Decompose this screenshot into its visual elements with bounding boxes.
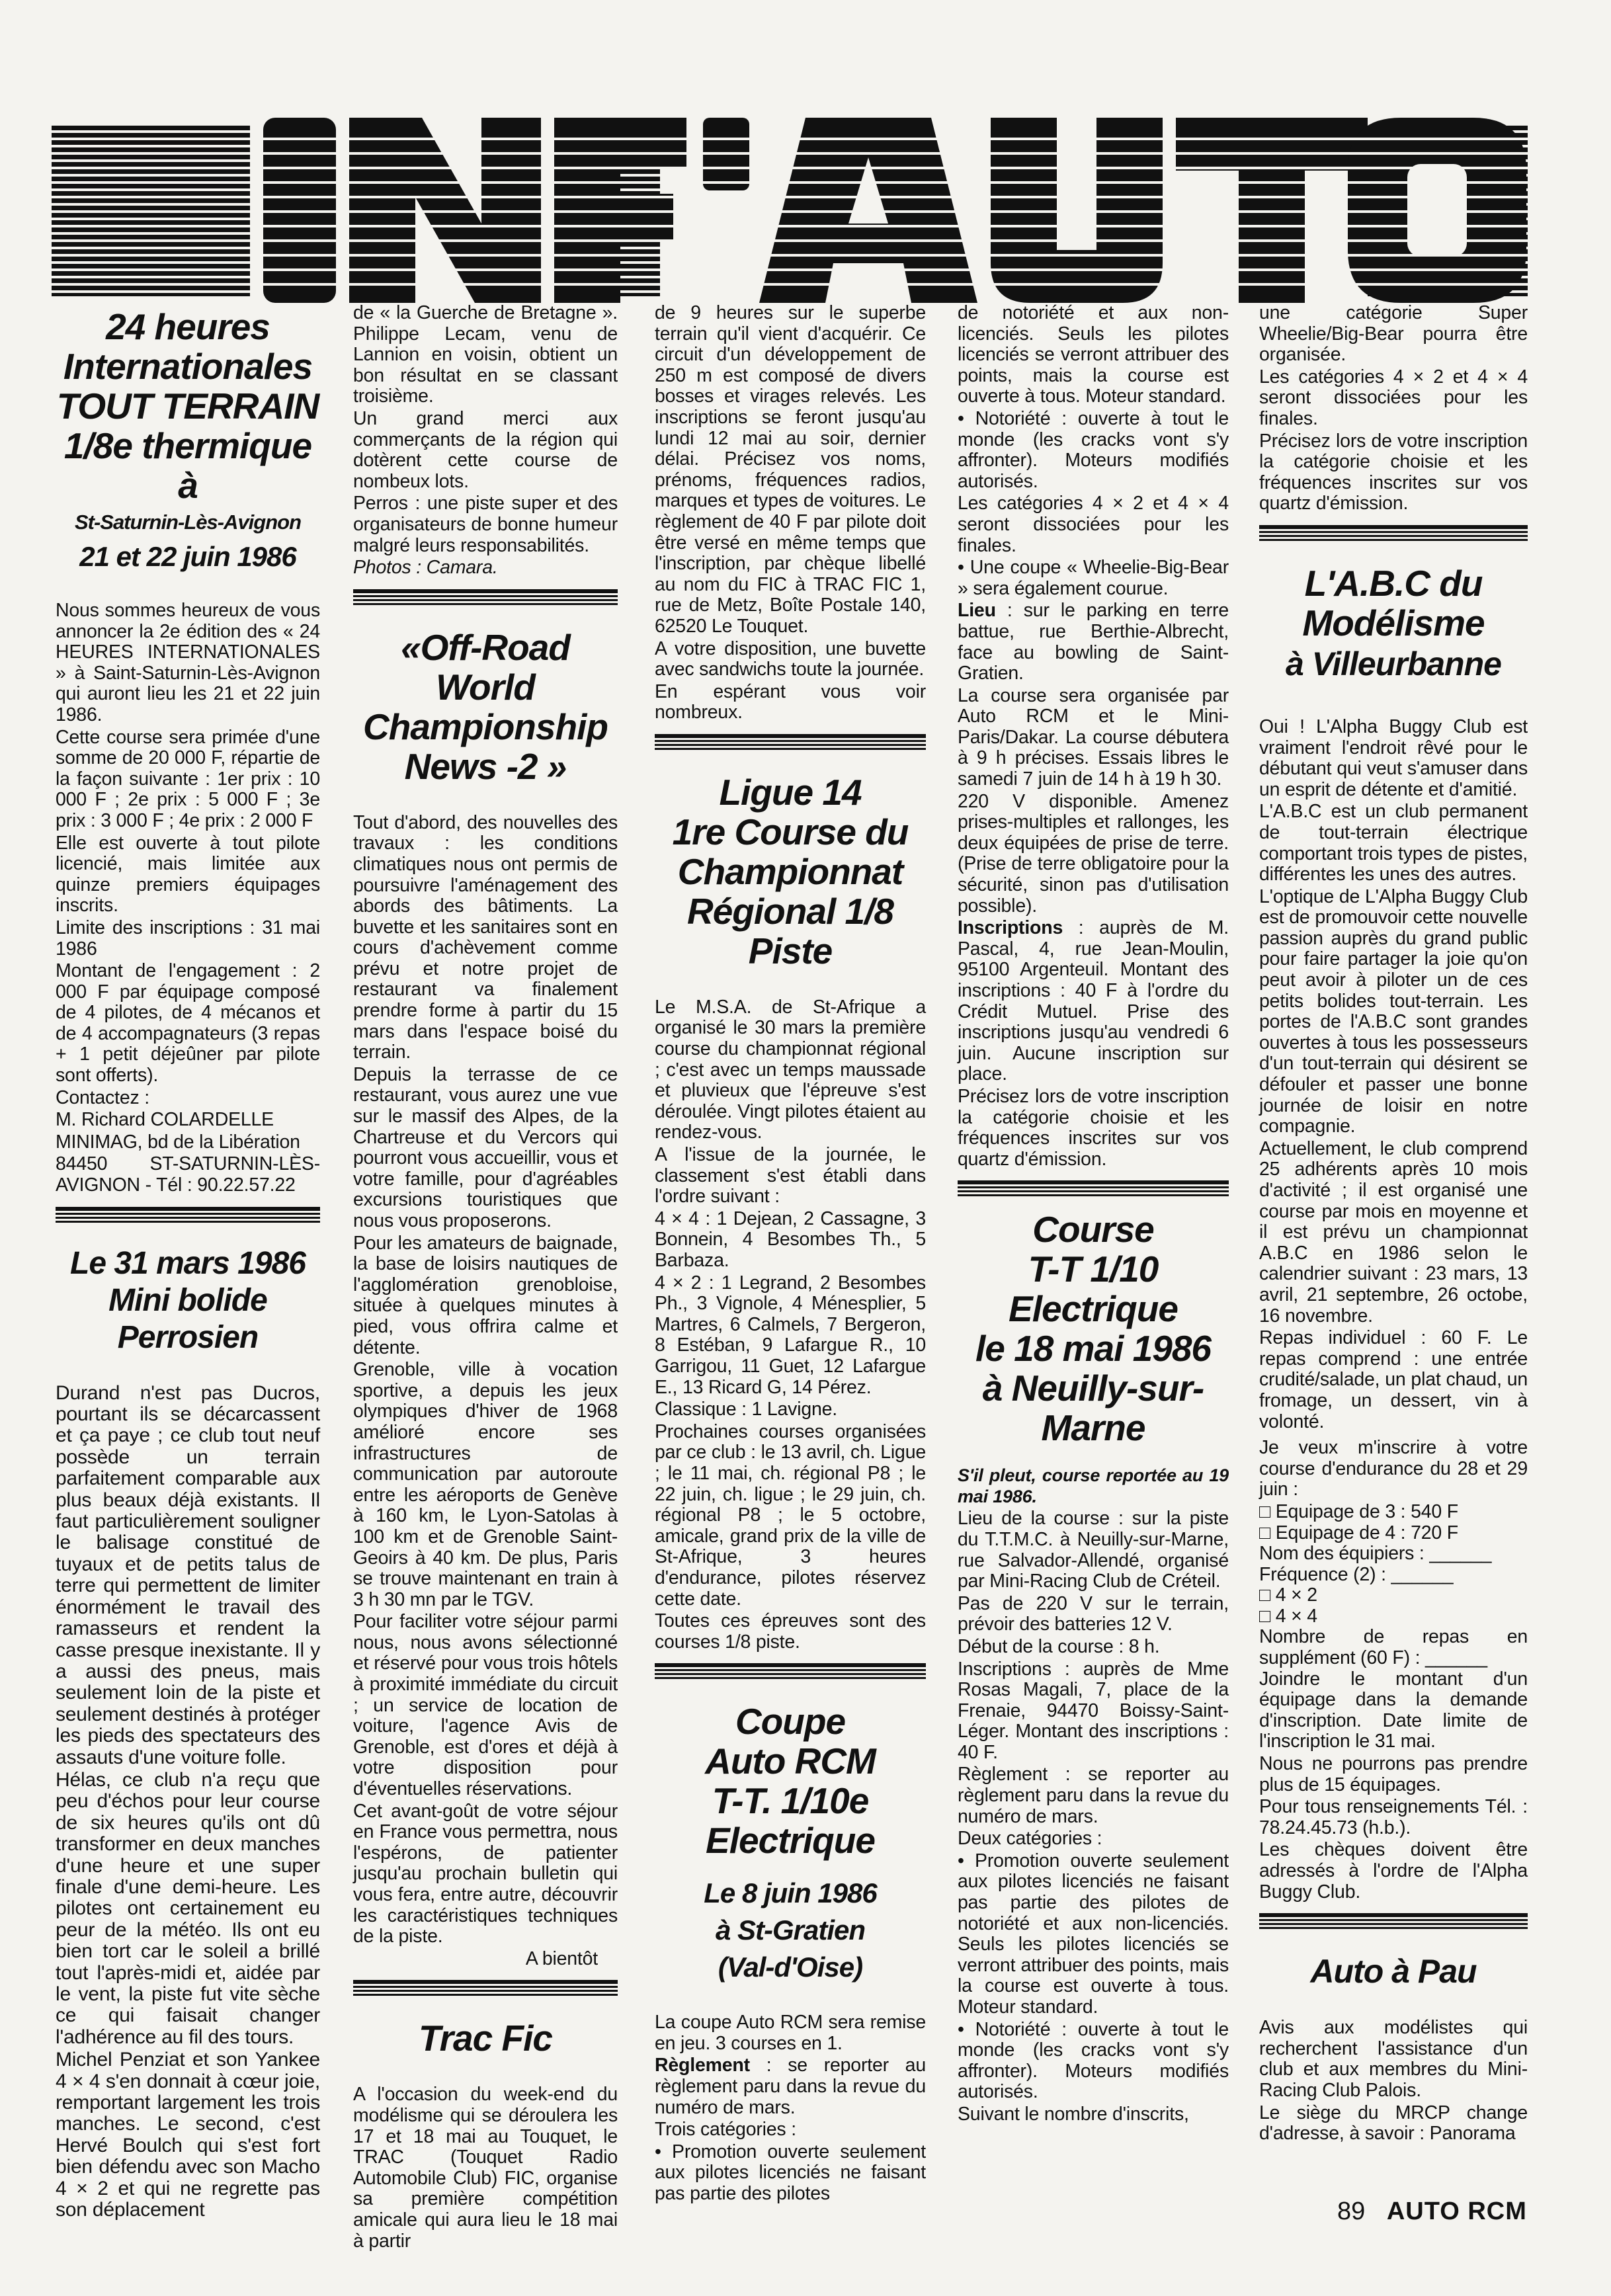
heading-off-road [353,628,618,786]
paragraph: Le siège du MRCP change d'adresse, à savoir : Panorama [1259,2102,1528,2145]
heading-line: (Val-d'Oise) [718,1951,863,1983]
heading-line: le 18 mai 1986 [975,1328,1211,1370]
paragraph: • Promotion ouverte seulement aux pilotes licenciés ne faisant pas partie des pilotes [655,2141,926,2205]
page-number: 89 [1337,2197,1366,2225]
photo-credit: Photos : Camara. [353,557,498,579]
heading-line: TOUT TERRAIN [56,386,319,427]
form-option-equipage-3: □ Equipage de 3 : 540 F [1259,1500,1458,1522]
section-divider [1259,1913,1528,1929]
paragraph: Grenoble, ville à vocation sportive, a depuis les jeux olympiques d'hiver de 1968 amélioré encore ses infrastructures de communication par autoroute entre les aéroports de Genève à 160 km, le Lyon-Satolas à 100 km et de Grenoble Saint-Geoirs à 40 km. De plus, Paris se trouve maintenant en train à 3 h 30 mn par le TGV. [353,1359,618,1610]
heading-ligue-14 [655,772,926,971]
paragraph: Suivant le nombre d'inscrits, [958,2103,1189,2125]
paragraph: Pas de 220 V sur le terrain, prévoir des batteries 12 V. [958,1592,1229,1635]
heading-line: Ligue 14 [719,771,862,813]
heading-line: Modélisme [1302,602,1485,643]
paragraph: Michel Penziat et son Yankee 4 × 4 s'en donnait à cœur joie, remportant largement les trois manches. Le second, c'est Hervé Boulch qui s'est fort bien défendu avec son Macho 4 × 2 et qui ne regrette pas son déplacement [56,2049,320,2221]
paragraph-text: : sur le parking en terre battue, rue Berthie-Albrecht, face au bowling de Saint-Gratien. [958,600,1229,684]
paragraph: de « la Guerche de Bretagne ». Philippe Lecam, venu de Lannion en voisin, obtient un bon résultat en se classant troisième. [353,302,618,407]
rain-note: S'il pleut, course reportée au 19 mai 1986. [958,1465,1229,1507]
heading-line: News -2 » [404,745,567,787]
paragraph-text: : auprès de M. Pascal, 4, rue Jean-Moulin, 95100 Argenteuil. Montant des inscriptions : 40 F à l'ordre du Crédit Mutuel. Prise des inscriptions jusqu'au vendredi 6 juin. Aucune inscription sur place. [958,917,1229,1085]
paragraph: Avis aux modélistes qui recherchent l'assistance d'un club et aux membres du Mini-Racing Club Palois. [1259,2017,1528,2101]
paragraph: Nous sommes heureux de vous annoncer la 2e édition des « 24 HEURES INTERNATIONALES » à Saint-Saturnin-Lès-Avignon qui auront lieu les 21 et 22 juin 1986. [56,600,320,725]
heading-31-mars [56,1245,320,1356]
heading-line: Electrique [1009,1288,1178,1330]
column-3 [655,302,926,2205]
paragraph: Inscriptions : auprès de Mme Rosas Magali, 7, place de la Frenaie, 94470 Boissy-Saint-Léger. Montant des inscriptions : 40 F. [958,1658,1229,1763]
paragraph: 84450 ST-SATURNIN-LÈS-AVIGNON - Tél : 90.22.57.22 [56,1153,320,1196]
paragraph: A l'issue de la journée, le classement s'est établi dans l'ordre suivant : [655,1144,926,1208]
paragraph: Prochaines courses organisées par ce club : le 13 avril, ch. Ligue ; le 11 mai, ch. régional P8 ; le 22 juin, ch. ligue ; le 29 juin, ch. régional P8 ; le 5 octobre, amicale, grand prix de la ville de St-Afrique, 3 heures d'endurance, pilotes réservez cette date. [655,1420,926,1610]
heading-line: «Off-Road [401,626,570,668]
paragraph: de 9 heures sur le superbe terrain qu'il vient d'acquérir. Ce circuit d'un développement de 250 m est composé de divers bosses et virages relevés. Les inscriptions se feront jusqu'au lundi 12 mai au soir, dernier délai. Précisez vos noms, prénoms, fréquences radios, marques et types de voitures. Le règlement de 40 F par pilote doit être versé en même temps que l'inscription, par chèque libellé au nom du FIC à TRAC FIC 1, rue de Metz, Boîte Postale 140, 62520 Le Touquet. [655,302,926,637]
paragraph: • Promotion ouverte seulement aux pilotes licenciés ne faisant pas partie des pilotes de notoriété et aux non-licenciés. Seuls les pilotes licenciés se verront attribuer des points, mais la course est ouverte à tous. Moteur standard. [958,1850,1229,2018]
heading-line: à Neuilly-sur- [982,1368,1204,1409]
heading-line: Auto RCM [705,1741,876,1782]
paragraph: Perros : une piste super et des organisateurs de bonne humeur malgré leurs responsabilités. [353,493,618,556]
paragraph: Début de la course : 8 h. [958,1635,1160,1657]
section-divider [56,1207,320,1223]
banner-stripes-left [52,124,250,296]
paragraph: L'A.B.C est un club permanent de tout-terrain électrique comportant trois types de pistes, différentes les unes des autres. [1259,801,1528,885]
heading-line: Régional 1/8 [687,890,893,932]
paragraph: M. Richard COLARDELLE [56,1109,274,1131]
paragraph: Limite des inscriptions : 31 mai 1986 [56,917,320,960]
form-field-equipiers: Nom des équipiers : ______ [1259,1543,1492,1565]
paragraph: Contactez : [56,1086,149,1108]
paragraph: Les chèques doivent être adressés à l'ordre de l'Alpha Buggy Club. [1259,1839,1528,1903]
paragraph [958,600,1229,684]
column-2 [353,302,618,2252]
paragraph: Deux catégories : [958,1828,1102,1850]
paragraph: Lieu de la course : sur la piste du T.T.M.C. à Neuilly-sur-Marne, rue Salvador-Allendé, organisé par Mini-Racing Club de Créteil. [958,1508,1229,1592]
heading-line: 1/8e thermique [63,425,312,466]
paragraph: MINIMAG, bd de la Libération [56,1131,300,1153]
magazine-name: AUTO RCM [1386,2197,1527,2225]
heading-line: T-T 1/10 [1028,1249,1159,1290]
heading-line: Electrique [706,1820,875,1862]
form-field-repas: Nombre de repas en supplément (60 F) : ______ [1259,1626,1528,1669]
heading-line: Coupe [735,1701,846,1742]
heading-24-heures [56,307,320,574]
paragraph [958,918,1229,1085]
heading-course-tt [958,1210,1229,1448]
paragraph: • Une coupe « Wheelie-Big-Bear » sera également courue. [958,557,1229,599]
column-4 [958,303,1229,2148]
infauto-banner-logo [52,111,1528,309]
heading-auto-a-pau [1259,1951,1528,1991]
heading-line: World [436,666,535,708]
form-field-frequence: Fréquence (2) : ______ [1259,1563,1454,1585]
paragraph: Durand n'est pas Ducros, pourtant ils se décarcassent et ça paye ; ce club tout neuf possède un terrain parfaitement comparable aux plus beaux déjà existants. Il faut particulièrement souligner le balisage constitué de tuyaux et de petits talus de terre qui permettent de limiter énormément le travail des ramasseurs et rendent la casse presque inexistante. Il y a aussi des pneus, mais seulement loin de la piste et seulement destinés à protéger les pieds des spectateurs des assauts d'une voiture folle. [56,1381,320,1768]
paragraph: Un grand merci aux commerçants de la région qui dotèrent cette course de nombeux lots. [353,407,618,492]
entry-form [1259,1502,1528,1669]
heading-line: 21 et 22 juin 1986 [79,541,296,572]
form-option-equipage-4: □ Equipage de 4 : 720 F [1259,1522,1458,1543]
heading-line: T-T. 1/10e [712,1780,869,1822]
paragraph: Cette course sera primée d'une somme de 20 000 F, répartie de la façon suivante : 1er prix : 10 000 F ; 2e prix : 5 000 F ; 3e prix : 3 000 F ; 4e prix : 2 000 F [56,726,320,831]
paragraph: Nous ne pourrons pas prendre plus de 15 équipages. [1259,1753,1528,1795]
paragraph: Trois catégories : [655,2119,796,2141]
heading-line: Championnat [677,850,903,892]
heading-line: Perrosien [117,1319,259,1355]
heading-line: 1re Course du [672,811,909,852]
section-divider [353,589,618,605]
paragraph: Le M.S.A. de St-Afrique a organisé le 30 mars la première course du championnat régional ; c'est avec un temps maussade et pluvieux que l'épreuve s'est déroulée. Vingt pilotes étaient au rendez-vous. [655,996,926,1143]
heading-line: St-Saturnin-Lès-Avignon [74,511,302,534]
paragraph: Toutes ces épreuves sont des courses 1/8 piste. [655,1610,926,1653]
paragraph: 220 V disponible. Amenez prises-multiples et rallonges, les deux équipées de prise de terre. (Prise de terre obligatoire pour la sécurité, sinon pas d'utilisation possible). [958,790,1229,917]
label-lieu: Lieu [958,600,996,622]
paragraph: A l'occasion du week-end du modélisme qui se déroulera les 17 et 18 mai au Touquet, le TRAC (Touquet Radio Automobile Club) FIC, organise sa première compétition amicale qui aura lieu le 18 mai à partir [353,2084,618,2252]
paragraph: Les catégories 4 × 2 et 4 × 4 seront dissociées pour les finales. [958,493,1229,556]
heading-line: Championship [363,706,608,747]
paragraph: Pour les amateurs de baignade, la base de loisirs nautiques de l'agglomération grenobloise, située à quelques minutes à pied, vous offrira calme et détente. [353,1232,618,1358]
paragraph: Précisez lors de votre inscription la catégorie choisie et les fréquences inscrites sur vos quartz d'émission. [1259,430,1528,514]
heading-line: Marne [1041,1407,1145,1449]
heading-line: L'A.B.C du [1304,562,1483,604]
section-divider [353,1980,618,1996]
paragraph [655,2055,926,2118]
heading-line: Trac Fic [419,2018,552,2059]
paragraph: Cet avant-goût de votre séjour en France vous permettra, nous l'espérons, de patienter jusqu'au prochain bulletin qui vous fera, entre autre, découvrir les caractéristiques techniques de la piste. [353,1800,618,1948]
paragraph: La course sera organisée par Auto RCM et le Mini-Paris/Dakar. La course débutera à 9 h précises. Essais libres le samedi 7 juin de 14 h à 19 h 30. [958,684,1229,790]
heading-line: Course [1032,1209,1154,1250]
paragraph: • Notoriété : ouverte à tout le monde (les cracks vont s'y affronter). Moteurs modifiés autorisés. [958,2018,1229,2103]
heading-line: Piste [748,930,833,971]
paragraph: Joindre le montant d'un équipage dans la demande d'inscription. Date limite de l'inscription le 31 mai. [1259,1668,1528,1752]
paragraph: de notoriété et aux non-licenciés. Seuls les pilotes licenciés se verront attribuer des points, mais la course est ouverte à tous. Moteur standard. [958,302,1229,407]
paragraph: L'optique de L'Alpha Buggy Club est de promouvoir cette nouvelle passion auprès du grand public pour faire partager la joie qu'on peut avoir à piloter un de ces petits bolides tout-terrain. Les portes de l'A.B.C sont grandes ouvertes à tous les possesseurs d'un tout-terrain qui désirent se défouler et passer une bonne journée de loisir en notre compagnie. [1259,885,1528,1137]
heading-line: Le 31 mars 1986 [70,1245,306,1281]
label-inscriptions: Inscriptions [958,917,1063,939]
heading-line: Internationales [63,346,313,387]
paragraph: Elle est ouverte à tout pilote licencié, mais limitée aux quinze premiers équipages inscrits. [56,832,320,917]
heading-abc-modelisme [1259,563,1528,684]
form-option-4x2: □ 4 × 2 [1259,1584,1317,1606]
paragraph: Depuis la terrasse de ce restaurant, vous aurez une vue sur le massif des Alpes, de la Chartreuse et du Vercors qui pourront vous accueillir, vous et votre famille, pour d'agréables excursions touristiques que nous vous proposerons. [353,1063,618,1231]
paragraph: Tout d'abord, des nouvelles des travaux : les conditions climatiques nous ont permis de poursuivre l'aménagement des abords des bâtiments. La buvette et les sanitaires sont en cours d'achèvement comme prévu et notre projet de restaurant va finalement prendre forme à partir du 15 mars dans l'espace boisé du terrain. [353,811,618,1063]
paragraph: Pour faciliter votre séjour parmi nous, nous avons sélectionné et réservé pour vous trois hôtels à proximité immédiate du circuit ; un service de location de voiture, l'agence Avis de Grenoble, est d'ores et déjà à votre disposition pour d'éventuelles réservations. [353,1611,618,1800]
section-divider [1259,525,1528,541]
paragraph: Les catégories 4 × 2 et 4 × 4 seront dissociées pour les finales. [1259,366,1528,429]
paragraph: • Notoriété : ouverte à tout le monde (les cracks vont s'y affronter). Moteurs modifiés autorisés. [958,407,1229,492]
heading-line: Auto à Pau [1310,1953,1477,1990]
heading-line: Mini bolide [108,1282,267,1318]
section-divider [958,1180,1229,1196]
paragraph: A votre disposition, une buvette avec sandwichs toute la journée. [655,637,926,680]
label-reglement: Règlement [655,2055,750,2076]
heading-coupe-auto-rcm [655,1702,926,1986]
paragraph: Règlement : se reporter au règlement paru dans la revue du numéro de mars. [958,1764,1229,1827]
paragraph: Montant de l'engagement : 2 000 F par équipage composé de 4 pilotes, de 4 mécanos et de 4 accompagnateurs (3 repas + 1 petit déjeûner par pilote sont offerts). [56,960,320,1086]
paragraph: Je veux m'inscrire à votre course d'endurance du 28 et 29 juin : [1259,1437,1528,1500]
page-footer [1337,2197,1527,2226]
paragraph: Actuellement, le club comprend 25 adhérents après 10 mois d'activité ; il est organisé une course par mois en moyenne et il est prévu un championnat A.B.C en 1986 selon le calendrier suivant : 23 mars, 13 avril, 21 septembre, 26 octobe, 16 novembre. [1259,1137,1528,1327]
paragraph: une catégorie Super Wheelie/Big-Bear pourra être organisée. [1259,302,1528,366]
paragraph-text: : se reporter au règlement paru dans la revue du numéro de mars. [655,2055,926,2118]
paragraph: Hélas, ce club n'a reçu que peu d'échos pour leur course de six heures qu'ils ont dû transformer en deux manches d'une heure et une super finale d'une demi-heure. Les pilotes ont certainement eu peur de la météo. Ils ont eu bien tort car le soleil a brillé tout l'après-midi et, aidée par le vent, la piste fut vite sèche ce qui faisait changer l'adhérence au fil des tours. [56,1768,320,2048]
heading-line: Le 8 juin 1986 [704,1877,877,1909]
paragraph: 4 × 2 : 1 Legrand, 2 Besombes Ph., 3 Vignole, 4 Ménesplier, 5 Martres, 6 Calmels, 7 Bergeron, 8 Estéban, 9 Lafargue R., 10 Garrigou, 11 Guet, 12 Lafargue E., 13 Ricard G, 14 Pérez. [655,1272,926,1398]
heading-line: à Villeurbanne [1286,645,1501,682]
section-divider [655,1663,926,1679]
column-5 [1259,303,1528,2148]
form-option-4x4: □ 4 × 4 [1259,1605,1317,1627]
paragraph: Classique : 1 Lavigne. [655,1399,838,1420]
paragraph: En espérant vous voir nombreux. [655,680,926,723]
heading-trac-fic [353,2018,618,2058]
heading-line: à St-Gratien [715,1914,866,1946]
paragraph: Pour tous renseignements Tél. : 78.24.45.73 (h.b.). [1259,1796,1528,1838]
heading-line: 24 heures [106,306,270,347]
heading-line: à [178,465,198,506]
paragraph: Repas individuel : 60 F. Le repas comprend : une entrée crudité/salade, un plat chaud, un fromage, un dessert, vin à volonté. [1259,1327,1528,1432]
paragraph: La coupe Auto RCM sera remise en jeu. 3 courses en 1. [655,2012,926,2054]
column-1 [56,303,320,2221]
paragraph: Oui ! L'Alpha Buggy Club est vraiment l'endroit rêvé pour le débutant qui veut s'amuser dans un esprit de détente et d'amitié. [1259,716,1528,800]
section-divider [655,734,926,750]
signoff: A bientôt [525,1948,598,1969]
paragraph: Précisez lors de votre inscription la catégorie choisie et les fréquences inscrites sur vos quartz d'émission. [958,1085,1229,1170]
paragraph: 4 × 4 : 1 Dejean, 2 Cassagne, 3 Bonnein, 4 Besombes Th., 5 Barbaza. [655,1208,926,1271]
